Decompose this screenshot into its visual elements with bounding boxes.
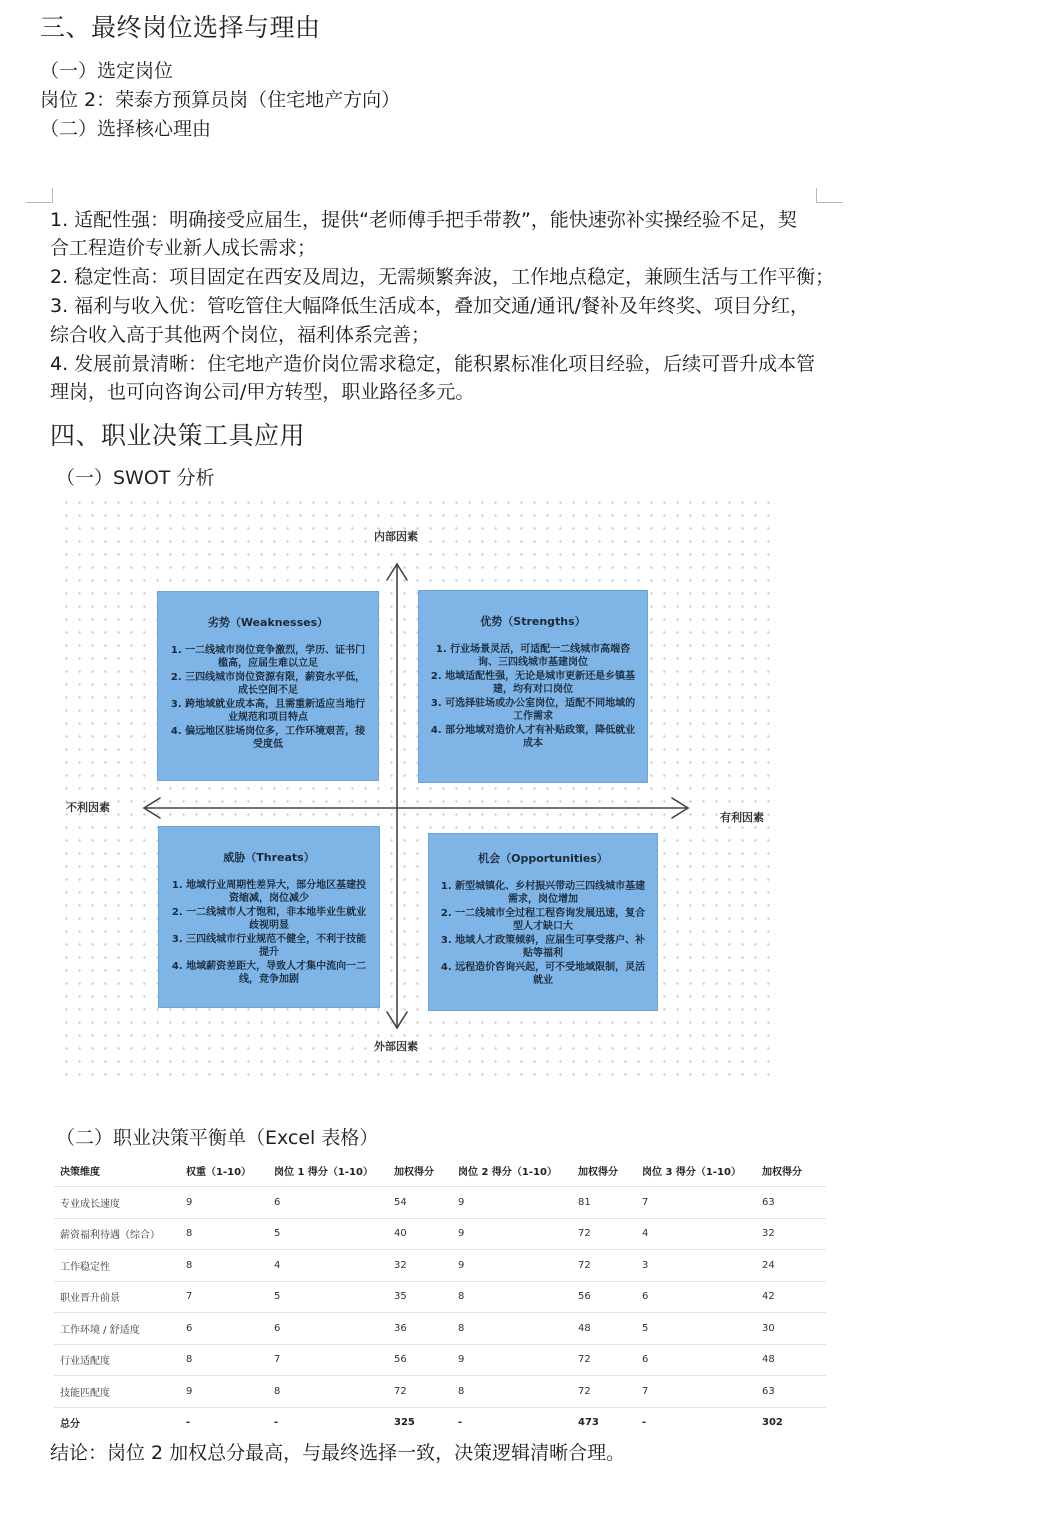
strengths-title: 优势（Strengths） xyxy=(480,615,586,628)
weakness-item: 1. 一二线城市岗位竞争激烈，学历、证书门槛高，应届生难以立足 xyxy=(170,644,366,669)
table-cell: 5 xyxy=(636,1313,756,1345)
table-cell: 工作稳定性 xyxy=(54,1250,180,1282)
reason-line: 1. 适配性强：明确接受应届生，提供“老师傅手把手带教”，能快速弥补实操经验不足，契 xyxy=(50,209,797,231)
table-cell: 56 xyxy=(572,1281,636,1313)
table-cell: 32 xyxy=(756,1218,826,1250)
table-cell: 325 xyxy=(388,1407,452,1438)
swot-opportunities xyxy=(428,833,658,1011)
axis-label-top: 内部因素 xyxy=(374,530,418,543)
section-4-title: 四、职业决策工具应用 xyxy=(50,421,306,450)
reason-line: 理岗，也可向咨询公司/甲方转型，职业路径多元。 xyxy=(50,381,475,403)
section-3-sub-2: （二）选择核心理由 xyxy=(40,118,212,140)
section-4-sub-2: （二）职业决策平衡单（Excel 表格） xyxy=(56,1127,379,1149)
table-cell: 32 xyxy=(388,1250,452,1282)
table-row xyxy=(54,1187,826,1219)
table-cell: 工作环境 / 舒适度 xyxy=(54,1313,180,1345)
table-cell: 7 xyxy=(636,1187,756,1219)
table-cell: 48 xyxy=(572,1313,636,1345)
table-row xyxy=(54,1313,826,1345)
margin-corner-right xyxy=(816,188,843,203)
table-cell: 40 xyxy=(388,1218,452,1250)
table-cell: 4 xyxy=(636,1218,756,1250)
table-cell: 24 xyxy=(756,1250,826,1282)
table-cell: 8 xyxy=(452,1376,572,1408)
table-total-row xyxy=(54,1407,826,1438)
table-header-cell: 决策维度 xyxy=(60,1167,100,1178)
table-cell: 技能匹配度 xyxy=(54,1376,180,1408)
table-cell: 56 xyxy=(388,1344,452,1376)
table-cell: 4 xyxy=(268,1250,388,1282)
opportunities-title: 机会（Opportunities） xyxy=(478,852,608,865)
opportunity-item: 1. 新型城镇化、乡村振兴带动三四线城市基建需求，岗位增加 xyxy=(440,880,646,905)
section-3-title: 三、最终岗位选择与理由 xyxy=(40,13,321,42)
table-cell: - xyxy=(268,1407,388,1438)
table-cell: 职业晋升前景 xyxy=(54,1281,180,1313)
table-cell: 54 xyxy=(388,1187,452,1219)
table-cell: 473 xyxy=(572,1407,636,1438)
table-cell: 42 xyxy=(756,1281,826,1313)
threats-title: 威胁（Threats） xyxy=(223,851,315,864)
table-cell: 行业适配度 xyxy=(54,1344,180,1376)
table-header-cell: 岗位 2 得分（1-10） xyxy=(458,1167,557,1178)
table-cell: 薪资福利待遇（综合） xyxy=(54,1218,180,1250)
conclusion: 结论：岗位 2 加权总分最高，与最终选择一致，决策逻辑清晰合理。 xyxy=(50,1442,626,1464)
table-cell: 5 xyxy=(268,1281,388,1313)
axis-label-bottom: 外部因素 xyxy=(374,1040,418,1053)
table-cell: 72 xyxy=(572,1344,636,1376)
axis-label-left: 不利因素 xyxy=(66,801,110,814)
table-cell: 8 xyxy=(452,1313,572,1345)
table-cell: 9 xyxy=(452,1218,572,1250)
decision-balance-table xyxy=(54,1155,826,1438)
table-cell: 72 xyxy=(572,1218,636,1250)
table-cell: 302 xyxy=(756,1407,826,1438)
threat-item: 3. 三四线城市行业规范不健全，不利于技能提升 xyxy=(171,933,367,958)
table-cell: 63 xyxy=(756,1376,826,1408)
threat-item: 1. 地域行业周期性差异大，部分地区基建投资缩减，岗位减少 xyxy=(171,879,367,904)
weaknesses-title: 劣势（Weaknesses） xyxy=(207,616,329,629)
table-cell: 72 xyxy=(388,1376,452,1408)
opportunity-item: 4. 远程造价咨询兴起，可不受地域限制，灵活就业 xyxy=(440,961,646,986)
table-header-cell: 加权得分 xyxy=(578,1167,618,1178)
threat-item: 4. 地域薪资差距大，导致人才集中流向一二线，竞争加剧 xyxy=(171,960,367,985)
weakness-item: 3. 跨地域就业成本高，且需重新适应当地行业规范和项目特点 xyxy=(170,698,366,723)
section-4-sub-1: （一）SWOT 分析 xyxy=(56,467,215,489)
strength-item: 2. 地域适配性强，无论是城市更新还是乡镇基建，均有对口岗位 xyxy=(430,670,636,695)
table-cell: 6 xyxy=(268,1187,388,1219)
table-cell: 72 xyxy=(572,1376,636,1408)
table-cell: 9 xyxy=(452,1187,572,1219)
table-header-row xyxy=(54,1155,826,1187)
table-row xyxy=(54,1250,826,1282)
table-cell: 专业成长速度 xyxy=(54,1187,180,1219)
table-cell: 81 xyxy=(572,1187,636,1219)
table-cell: 3 xyxy=(636,1250,756,1282)
table-cell: - xyxy=(636,1407,756,1438)
table-cell: 30 xyxy=(756,1313,826,1345)
table-cell: 7 xyxy=(180,1281,268,1313)
table-cell: 9 xyxy=(452,1250,572,1282)
table-cell: 6 xyxy=(180,1313,268,1345)
table-header-cell: 岗位 1 得分（1-10） xyxy=(274,1167,373,1178)
swot-threats xyxy=(158,826,380,1008)
table-cell: 8 xyxy=(180,1218,268,1250)
table-cell: 6 xyxy=(636,1344,756,1376)
table-cell: 8 xyxy=(180,1344,268,1376)
table-cell: 48 xyxy=(756,1344,826,1376)
margin-corner-left xyxy=(26,188,53,203)
table-cell: 36 xyxy=(388,1313,452,1345)
swot-diagram xyxy=(60,496,780,1076)
weakness-item: 4. 偏远地区驻场岗位多，工作环境艰苦，接受度低 xyxy=(170,725,366,750)
section-3-sub-1: （一）选定岗位 xyxy=(40,60,174,82)
table-row xyxy=(54,1281,826,1313)
table-cell: 9 xyxy=(180,1187,268,1219)
table-cell: 6 xyxy=(268,1313,388,1345)
opportunity-item: 3. 地域人才政策倾斜，应届生可享受落户、补贴等福利 xyxy=(440,934,646,959)
table-cell: 63 xyxy=(756,1187,826,1219)
table-cell: - xyxy=(452,1407,572,1438)
threat-item: 2. 一二线城市人才饱和，非本地毕业生就业歧视明显 xyxy=(171,906,367,931)
table-row xyxy=(54,1218,826,1250)
selected-position: 岗位 2：荣泰方预算员岗（住宅地产方向） xyxy=(40,89,401,111)
weakness-item: 2. 三四线城市岗位资源有限，薪资水平低，成长空间不足 xyxy=(170,671,366,696)
reason-line: 合工程造价专业新人成长需求； xyxy=(50,237,317,259)
table-cell: 35 xyxy=(388,1281,452,1313)
table-header-cell: 加权得分 xyxy=(394,1167,434,1178)
table-cell: - xyxy=(180,1407,268,1438)
table-header-cell: 岗位 3 得分（1-10） xyxy=(642,1167,741,1178)
table-header-cell: 权重（1-10） xyxy=(186,1167,252,1178)
reason-line: 4. 发展前景清晰：住宅地产造价岗位需求稳定，能积累标准化项目经验，后续可晋升成本管 xyxy=(50,353,816,375)
strength-item: 3. 可选择驻场或办公室岗位，适配不同地域的工作需求 xyxy=(430,697,636,722)
table-cell: 6 xyxy=(636,1281,756,1313)
swot-weaknesses xyxy=(157,591,379,781)
reason-line: 综合收入高于其他两个岗位，福利体系完善； xyxy=(50,324,431,346)
table-cell: 9 xyxy=(180,1376,268,1408)
table-cell: 8 xyxy=(452,1281,572,1313)
table-header-cell: 加权得分 xyxy=(762,1167,802,1178)
table-cell: 9 xyxy=(452,1344,572,1376)
table-cell: 7 xyxy=(268,1344,388,1376)
table-row xyxy=(54,1376,826,1408)
opportunity-item: 2. 一二线城市全过程工程咨询发展迅速，复合型人才缺口大 xyxy=(440,907,646,932)
table-cell: 8 xyxy=(180,1250,268,1282)
axis-label-right: 有利因素 xyxy=(720,811,764,824)
table-cell: 8 xyxy=(268,1376,388,1408)
reason-line: 3. 福利与收入优：管吃管住大幅降低生活成本，叠加交通/通讯/餐补及年终奖、项目分红， xyxy=(50,295,809,317)
table-row xyxy=(54,1344,826,1376)
table-cell: 总分 xyxy=(54,1407,180,1438)
table-cell: 5 xyxy=(268,1218,388,1250)
table-cell: 72 xyxy=(572,1250,636,1282)
strength-item: 4. 部分地域对造价人才有补贴政策，降低就业成本 xyxy=(430,724,636,749)
table-cell: 7 xyxy=(636,1376,756,1408)
reason-line: 2. 稳定性高：项目固定在西安及周边，无需频繁奔波，工作地点稳定，兼顾生活与工作平衡； xyxy=(50,266,835,288)
swot-strengths xyxy=(418,590,648,783)
strength-item: 1. 行业场景灵活，可适配一二线城市高端咨询、三四线城市基建岗位 xyxy=(435,643,631,668)
